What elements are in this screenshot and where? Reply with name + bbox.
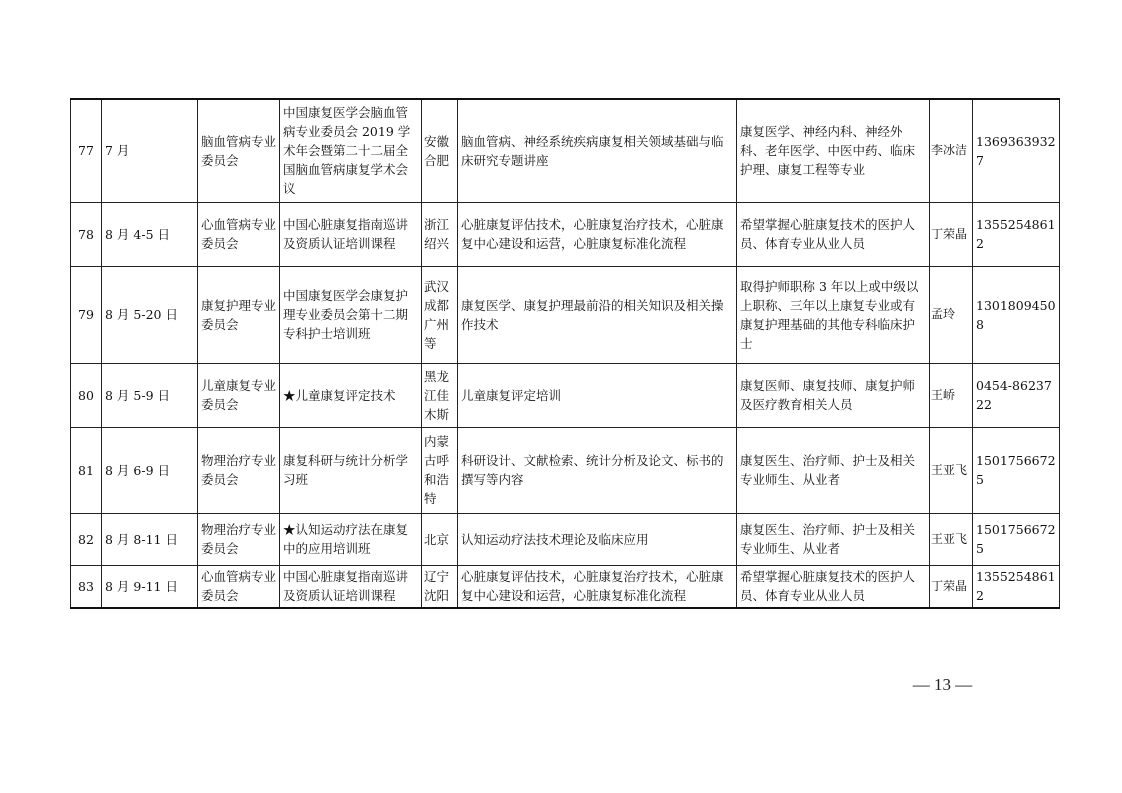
content-cell: 科研设计、文献检索、统计分析及论文、标书的撰写等内容 bbox=[458, 427, 737, 513]
audience-cell: 康复医学、神经内科、神经外科、老年医学、中医中药、临床护理、康复工程等专业 bbox=[737, 99, 930, 202]
date-cell: 8 月 6-9 日 bbox=[102, 427, 198, 513]
course-title-cell: 中国心脏康复指南巡讲及资质认证培训课程 bbox=[280, 565, 422, 608]
contact-cell: 孟玲 bbox=[930, 266, 973, 363]
committee-cell: 儿童康复专业委员会 bbox=[198, 363, 280, 427]
row-number: 79 bbox=[71, 266, 102, 363]
contact-cell: 丁荣晶 bbox=[930, 565, 973, 608]
table-row bbox=[71, 565, 1060, 608]
phone-cell: 13552548612 bbox=[973, 565, 1060, 608]
contact-cell: 王峤 bbox=[930, 363, 973, 427]
course-title-cell: 康复科研与统计分析学习班 bbox=[280, 427, 422, 513]
phone-cell: 13552548612 bbox=[973, 202, 1060, 266]
phone-cell: 13693639327 bbox=[973, 99, 1060, 202]
row-number: 81 bbox=[71, 427, 102, 513]
course-title-cell: ★儿童康复评定技术 bbox=[280, 363, 422, 427]
course-title-cell: 中国康复医学会脑血管病专业委员会 2019 学术年会暨第二十二届全国脑血管病康复学术会议 bbox=[280, 99, 422, 202]
location-cell: 辽宁沈阳 bbox=[422, 565, 458, 608]
committee-cell: 物理治疗专业委员会 bbox=[198, 513, 280, 565]
date-cell: 8 月 4-5 日 bbox=[102, 202, 198, 266]
content-cell: 脑血管病、神经系统疾病康复相关领域基础与临床研究专题讲座 bbox=[458, 99, 737, 202]
audience-cell: 康复医师、康复技师、康复护师及医疗教育相关人员 bbox=[737, 363, 930, 427]
committee-cell: 脑血管病专业委员会 bbox=[198, 99, 280, 202]
row-number: 77 bbox=[71, 99, 102, 202]
row-number: 78 bbox=[71, 202, 102, 266]
row-number: 83 bbox=[71, 565, 102, 608]
audience-cell: 希望掌握心脏康复技术的医护人员、体育专业从业人员 bbox=[737, 565, 930, 608]
phone-cell: 15017566725 bbox=[973, 427, 1060, 513]
location-cell: 浙江绍兴 bbox=[422, 202, 458, 266]
content-cell: 康复医学、康复护理最前沿的相关知识及相关操作技术 bbox=[458, 266, 737, 363]
phone-cell: 0454-8623722 bbox=[973, 363, 1060, 427]
location-cell: 北京 bbox=[422, 513, 458, 565]
contact-cell: 王亚飞 bbox=[930, 513, 973, 565]
date-cell: 8 月 9-11 日 bbox=[102, 565, 198, 608]
phone-cell: 15017566725 bbox=[973, 513, 1060, 565]
table-row bbox=[71, 363, 1060, 427]
table-row bbox=[71, 266, 1060, 363]
row-number: 80 bbox=[71, 363, 102, 427]
committee-cell: 心血管病专业委员会 bbox=[198, 565, 280, 608]
audience-cell: 取得护师职称 3 年以上或中级以上职称、三年以上康复专业或有康复护理基础的其他专科临床护士 bbox=[737, 266, 930, 363]
audience-cell: 康复医生、治疗师、护士及相关专业师生、从业者 bbox=[737, 513, 930, 565]
committee-cell: 康复护理专业委员会 bbox=[198, 266, 280, 363]
content-cell: 认知运动疗法技术理论及临床应用 bbox=[458, 513, 737, 565]
audience-cell: 希望掌握心脏康复技术的医护人员、体育专业从业人员 bbox=[737, 202, 930, 266]
location-cell: 安徽合肥 bbox=[422, 99, 458, 202]
row-number: 82 bbox=[71, 513, 102, 565]
content-cell: 心脏康复评估技术，心脏康复治疗技术，心脏康复中心建设和运营，心脏康复标准化流程 bbox=[458, 565, 737, 608]
table-row bbox=[71, 513, 1060, 565]
page-number: — 13 — bbox=[912, 675, 973, 694]
table-row bbox=[71, 202, 1060, 266]
content-cell: 儿童康复评定培训 bbox=[458, 363, 737, 427]
phone-cell: 13018094508 bbox=[973, 266, 1060, 363]
table-row bbox=[71, 427, 1060, 513]
location-cell: 武汉成都广州等 bbox=[422, 266, 458, 363]
committee-cell: 物理治疗专业委员会 bbox=[198, 427, 280, 513]
date-cell: 8 月 5-20 日 bbox=[102, 266, 198, 363]
table-row bbox=[71, 99, 1060, 202]
course-title-cell: ★认知运动疗法在康复中的应用培训班 bbox=[280, 513, 422, 565]
date-cell: 8 月 8-11 日 bbox=[102, 513, 198, 565]
content-cell: 心脏康复评估技术，心脏康复治疗技术，心脏康复中心建设和运营，心脏康复标准化流程 bbox=[458, 202, 737, 266]
schedule-table bbox=[70, 98, 1060, 609]
date-cell: 8 月 5-9 日 bbox=[102, 363, 198, 427]
course-title-cell: 中国心脏康复指南巡讲及资质认证培训课程 bbox=[280, 202, 422, 266]
contact-cell: 李冰洁 bbox=[930, 99, 973, 202]
location-cell: 黑龙江佳木斯 bbox=[422, 363, 458, 427]
location-cell: 内蒙古呼和浩特 bbox=[422, 427, 458, 513]
contact-cell: 丁荣晶 bbox=[930, 202, 973, 266]
contact-cell: 王亚飞 bbox=[930, 427, 973, 513]
committee-cell: 心血管病专业委员会 bbox=[198, 202, 280, 266]
date-cell: 7 月 bbox=[102, 99, 198, 202]
course-title-cell: 中国康复医学会康复护理专业委员会第十二期专科护士培训班 bbox=[280, 266, 422, 363]
audience-cell: 康复医生、治疗师、护士及相关专业师生、从业者 bbox=[737, 427, 930, 513]
